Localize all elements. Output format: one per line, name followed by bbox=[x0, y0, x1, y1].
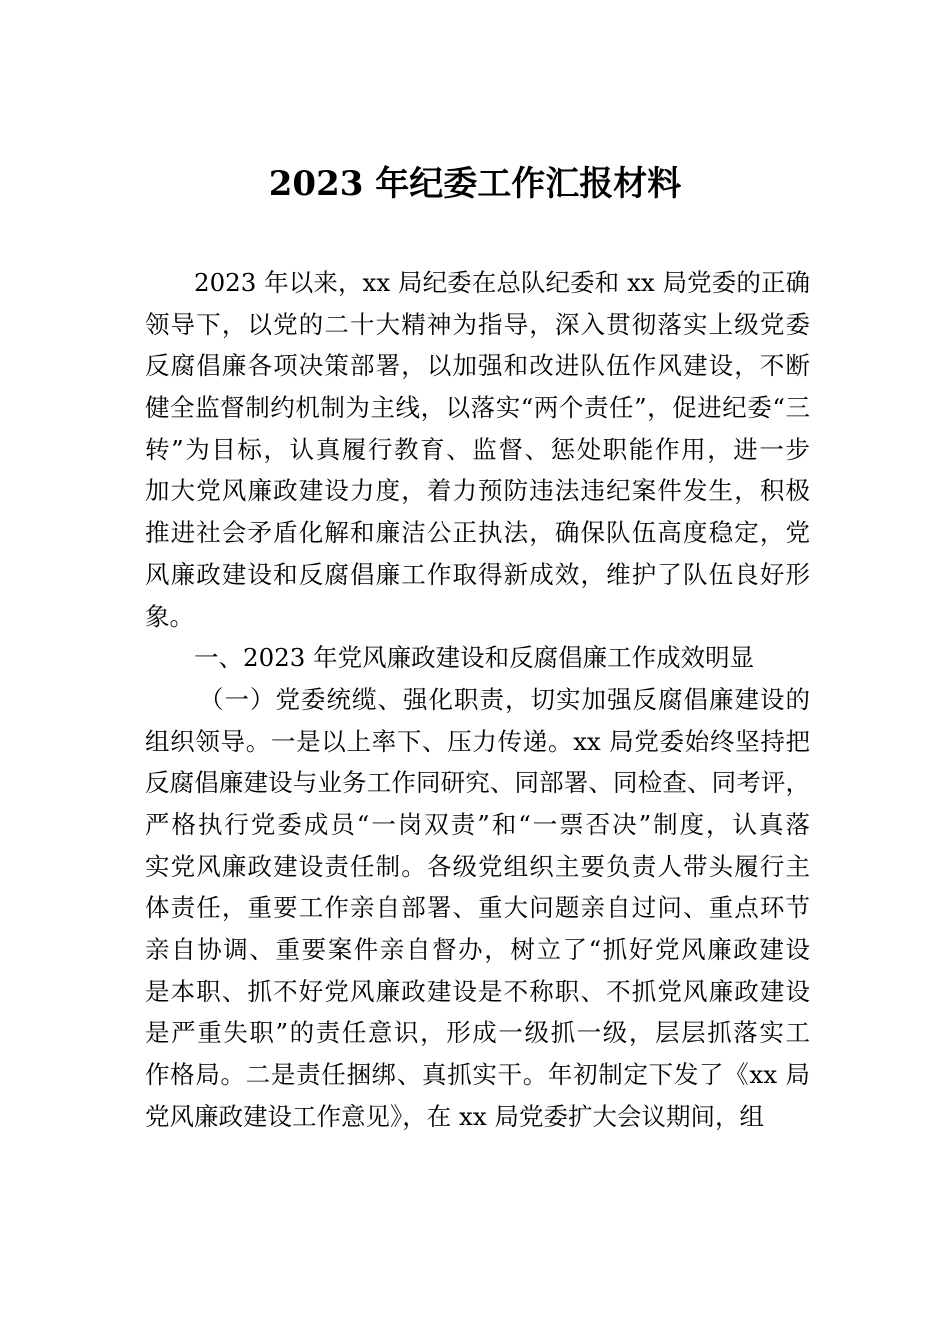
paragraph-line: （一）党委统缆、强化职责，切实加强反腐倡廉建设的 bbox=[199, 684, 810, 714]
paragraph-line: 作格局。二是责任捆绑、真抓实干。年初制定下发了《xx 局 bbox=[145, 1060, 810, 1090]
paragraph-line: 领导下，以党的二十大精神为指导，深入贯彻落实上级党委 bbox=[145, 309, 810, 339]
section-heading: 一、2023 年党风廉政建设和反腐倡廉工作成效明显 bbox=[194, 643, 755, 673]
document-body bbox=[145, 262, 810, 1137]
paragraph-line: 2023 年以来，xx 局纪委在总队纪委和 xx 局党委的正确 bbox=[194, 268, 810, 297]
paragraph-line: 风廉政建设和反腐倡廉工作取得新成效，维护了队伍良好形 bbox=[145, 559, 810, 589]
paragraph-line: 反腐倡廉各项决策部署，以加强和改进队伍作风建设，不断 bbox=[145, 351, 810, 381]
paragraph-line: 组织领导。一是以上率下、压力传递。xx 局党委始终坚持把 bbox=[145, 726, 810, 756]
document-title: 2023 年纪委工作汇报材料 bbox=[268, 164, 682, 204]
paragraph-line: 体责任，重要工作亲自部署、重大问题亲自过问、重点环节 bbox=[145, 893, 810, 923]
paragraph-line: 实党风廉政建设责任制。各级党组织主要负责人带头履行主 bbox=[145, 851, 810, 881]
paragraph-line: 亲自协调、重要案件亲自督办，树立了“抓好党风廉政建设 bbox=[145, 935, 810, 964]
paragraph-line: 转”为目标，认真履行教育、监督、惩处职能作用，进一步 bbox=[145, 434, 810, 464]
paragraph-line: 反腐倡廉建设与业务工作同研究、同部署、同检查、同考评， bbox=[145, 768, 810, 798]
paragraph-line: 严格执行党委成员“一岗双责”和“一票否决”制度，认真落 bbox=[145, 809, 810, 839]
paragraph-line: 是本职、抓不好党风廉政建设是不称职、不抓党风廉政建设 bbox=[145, 976, 810, 1006]
paragraph-line: 推进社会矛盾化解和廉洁公正执法，确保队伍高度稳定，党 bbox=[145, 518, 810, 548]
paragraph-line: 健全监督制约机制为主线，以落实“两个责任”，促进纪委“三 bbox=[145, 393, 810, 423]
paragraph-line: 象。 bbox=[145, 601, 194, 631]
paragraph-line: 党风廉政建设工作意见》，在 xx 局党委扩大会议期间，组 bbox=[145, 1101, 764, 1131]
paragraph-line: 加大党风廉政建设力度，着力预防违法违纪案件发生，积极 bbox=[145, 476, 810, 506]
paragraph-line: 是严重失职”的责任意识，形成一级抓一级，层层抓落实工 bbox=[145, 1018, 810, 1048]
